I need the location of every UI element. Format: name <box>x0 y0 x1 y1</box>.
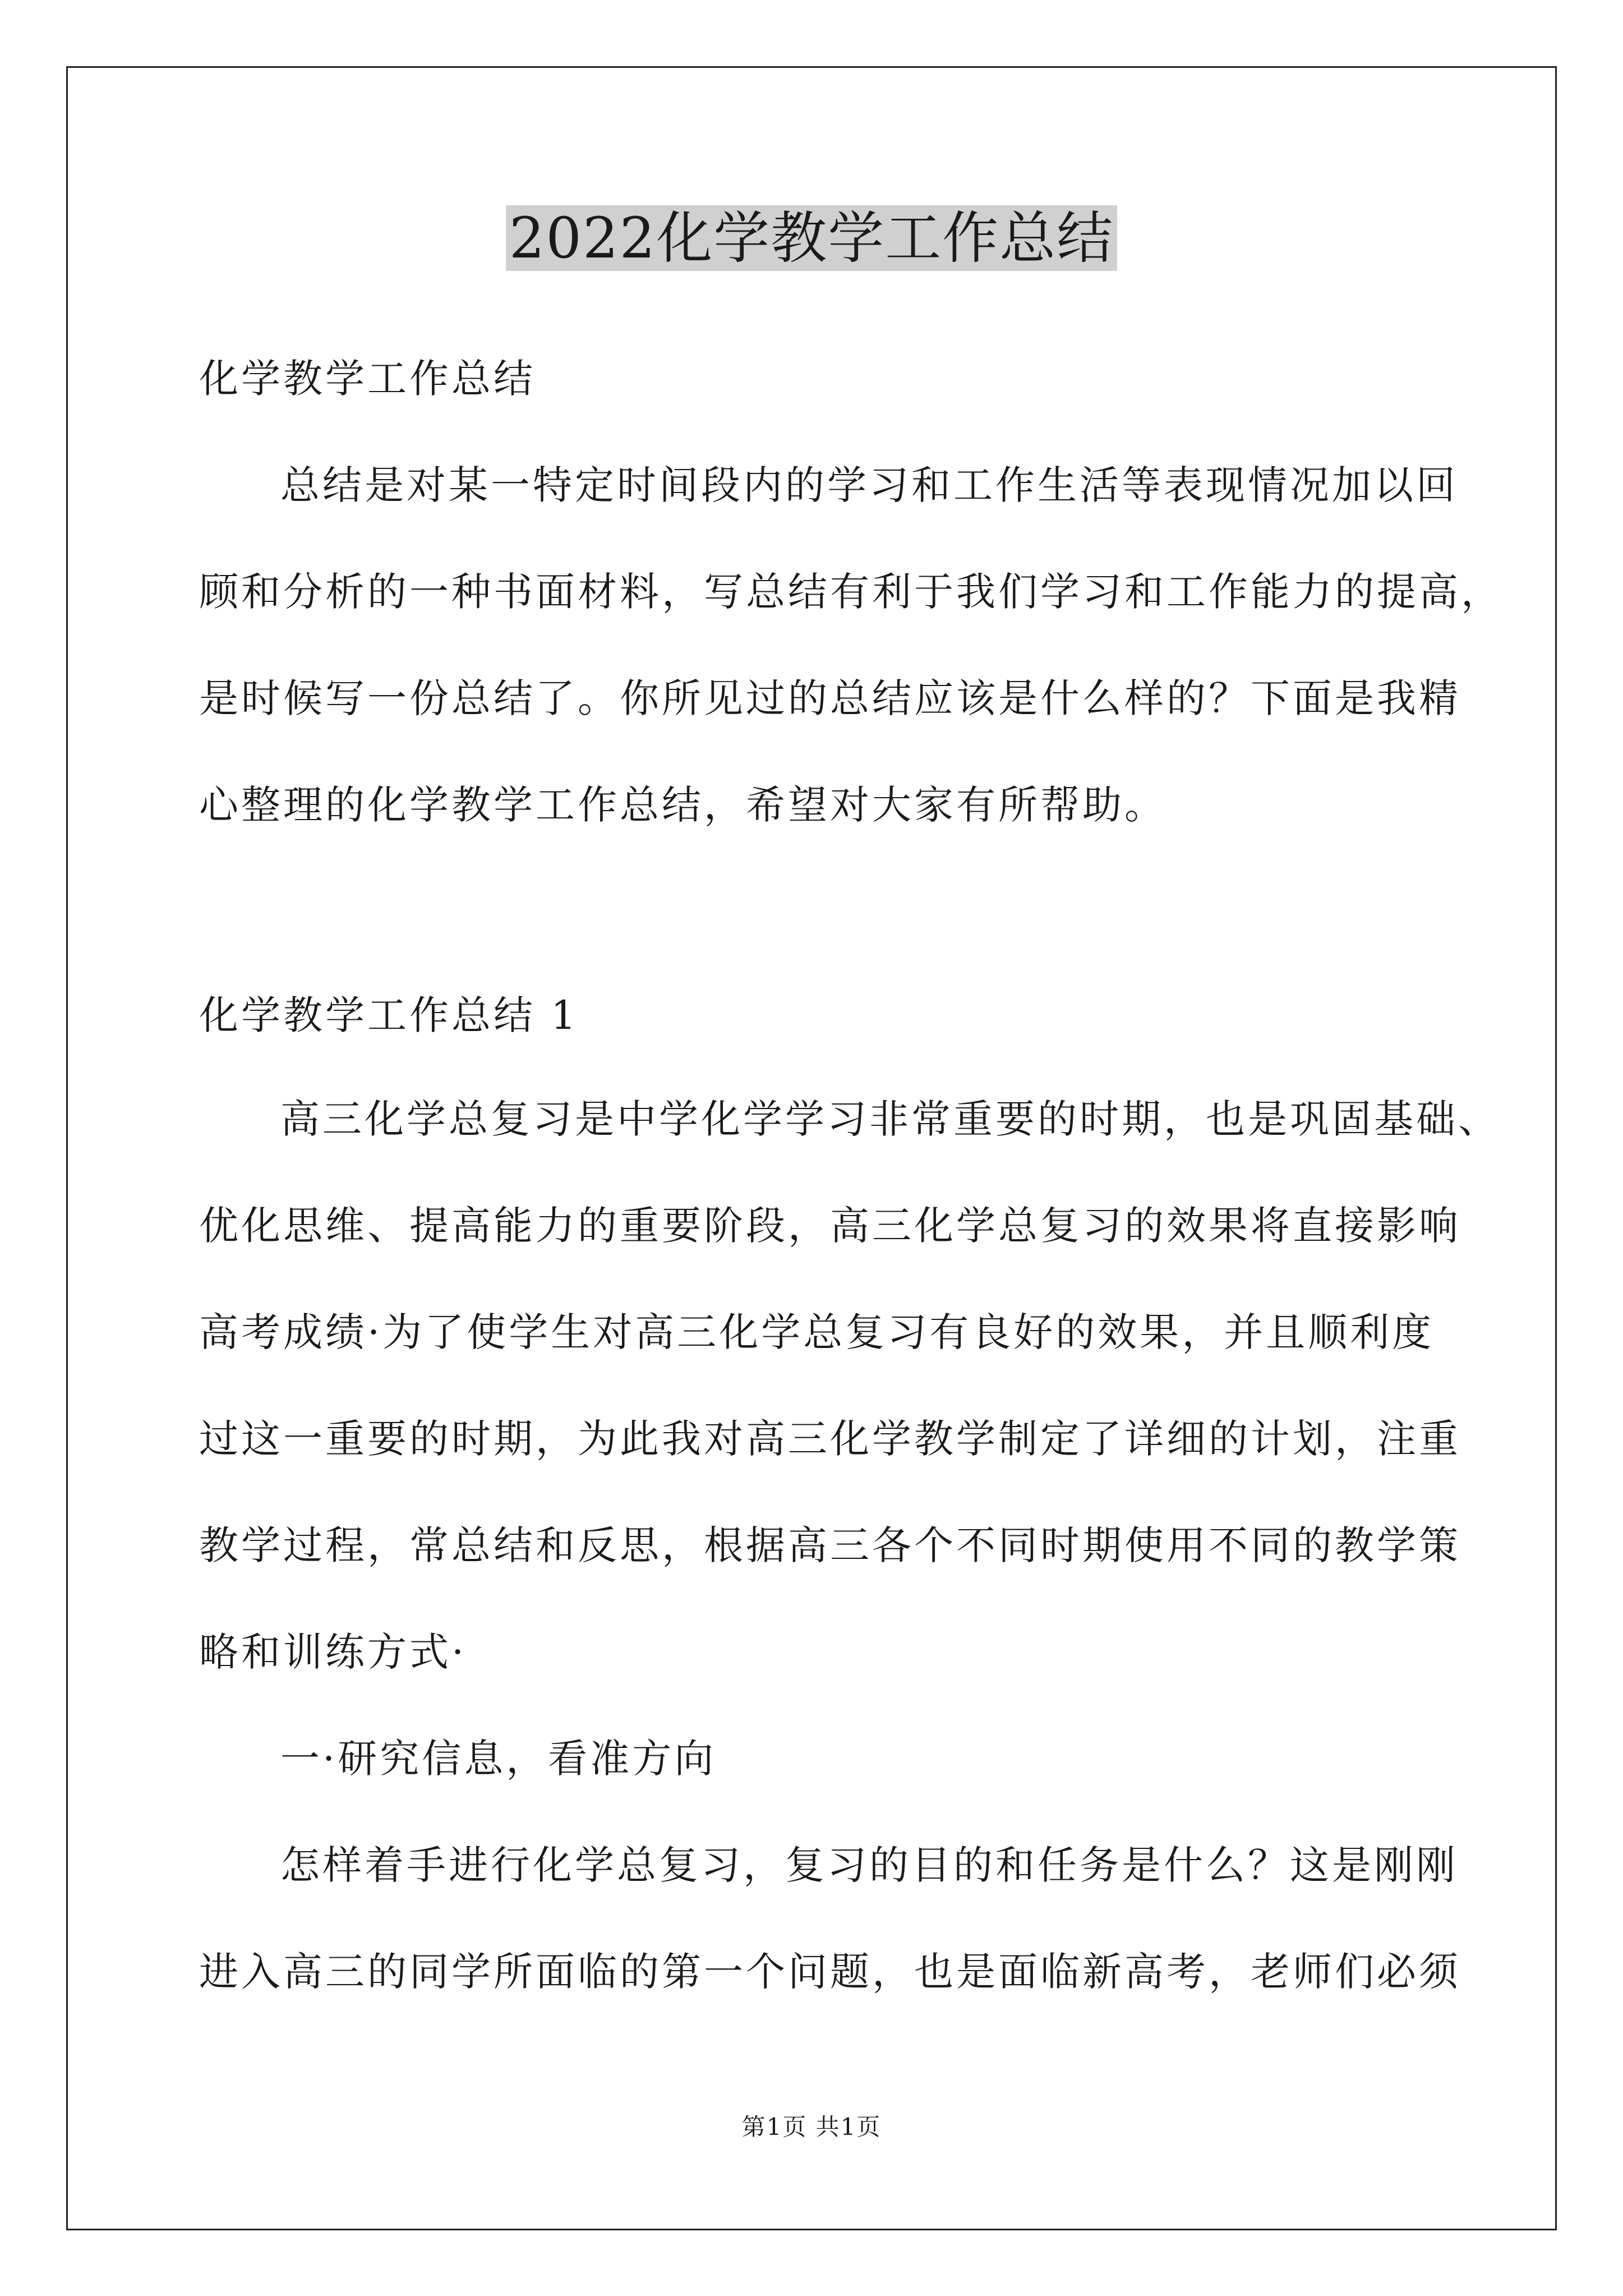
intro-line-3: 是时候写一份总结了。你所见过的总结应该是什么样的？下面是我精 <box>199 675 1461 721</box>
body-line-1: 高三化学总复习是中学化学学习非常重要的时期，也是巩固基础、 <box>280 1096 1500 1142</box>
intro-line-4: 心整理的化学教学工作总结，希望对大家有所帮助。 <box>199 782 1166 828</box>
body-line-4: 过这一重要的时期，为此我对高三化学教学制定了详细的计划，注重 <box>199 1416 1461 1462</box>
body-line-2: 优化思维、提高能力的重要阶段，高三化学总复习的效果将直接影响 <box>199 1203 1461 1249</box>
page-footer: 第1页 共1页 <box>741 2113 882 2141</box>
section-1-title: 一·研究信息，看准方向 <box>280 1736 717 1782</box>
body-line-5: 教学过程，常总结和反思，根据高三各个不同时期使用不同的教学策 <box>199 1522 1461 1568</box>
section-1-line-2: 进入高三的同学所面临的第一个问题，也是面临新高考，老师们必须 <box>199 1949 1461 1995</box>
heading-summary: 化学教学工作总结 <box>199 356 536 402</box>
document-title <box>0 199 1623 278</box>
section-1-line-1: 怎样着手进行化学总复习，复习的目的和任务是什么？这是刚刚 <box>280 1842 1458 1888</box>
body-line-3: 高考成绩·为了使学生对高三化学总复习有良好的效果，并且顺利度 <box>199 1309 1435 1355</box>
intro-line-1: 总结是对某一特定时间段内的学习和工作生活等表现情况加以回 <box>280 462 1458 508</box>
document-title-text: 2022化学教学工作总结 <box>506 205 1118 271</box>
body-line-6: 略和训练方式· <box>199 1629 467 1675</box>
heading-summary-1: 化学教学工作总结 1 <box>199 992 579 1038</box>
intro-line-2: 顾和分析的一种书面材料，写总结有利于我们学习和工作能力的提高， <box>199 569 1503 615</box>
